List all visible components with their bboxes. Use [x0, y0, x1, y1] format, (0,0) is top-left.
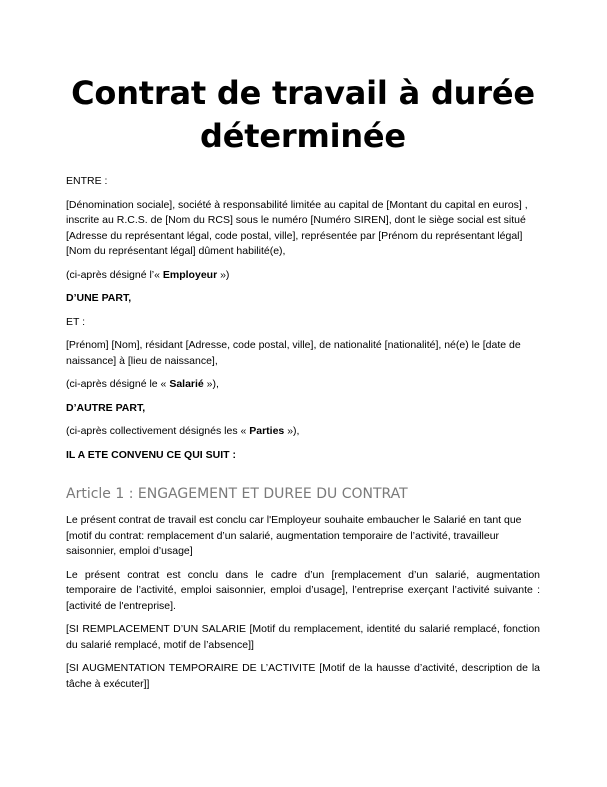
article-1-paragraph: [SI AUGMENTATION TEMPORAIRE DE L’ACTIVITE [Motif de la hausse d’activité, description de la tâche à exécuter]] [66, 662, 540, 690]
parties-term: Parties [249, 425, 285, 437]
employer-term: Employeur [162, 268, 218, 281]
entre-label: ENTRE : [66, 175, 108, 187]
employer-designation [66, 268, 540, 284]
employee-description: [Prénom] [Nom], résidant [Adresse, code postal, ville], de nationalité [nationalité], né(e) le [date de naissance] à [lieu de naissance], [66, 339, 521, 367]
employee-term: Salarié [169, 378, 204, 390]
employee-designation-prefix: (ci-après désigné le « [66, 378, 170, 390]
parties-designation-suffix: »), [284, 425, 300, 437]
article-1-paragraph: [SI REMPLACEMENT D’UN SALARIE [Motif du remplacement, identité du salarié remplacé, fonction du salarié remplacé, motif de l’absence]] [66, 623, 540, 651]
article-1-paragraph: Le présent contrat est conclu dans le cadre d’un [remplacement d’un salarié, augmentation temporaire de l’activité, emploi saisonnier, emploi d’usage], l’entreprise exerçant l’activité suivante : [activité de l'entreprise]. [66, 568, 540, 612]
employer-description: [Dénomination sociale], société à responsabilité limitée au capital de [Montant du capital en euros] , inscrite au R.C.S. de [Nom du RCS] sous le numéro [Numéro SIREN], dont le siège social est situé [Adresse du représentant légal, code postal, ville], représentée par [Prénom du représentant légal] [Nom du représentant légal] dûment habilité(e), [66, 198, 528, 257]
employer-designation-prefix: (ci-après désigné l’« [66, 268, 163, 281]
document-page [66, 72, 540, 700]
et-label: ET : [66, 315, 86, 328]
article-1-paragraph: Le présent contrat de travail est conclu car l'Employeur souhaite embaucher le Salarié en tant que [motif du contrat: remplacement d’un salarié, augmentation temporaire de l’activité, travailleur saisonnier, emploi d’usage] [66, 514, 522, 557]
employer-designation-suffix: ») [217, 268, 230, 281]
parties-designation-prefix: (ci-après collectivement désignés les « [66, 425, 250, 437]
article-1-heading: Article 1 : ENGAGEMENT ET DUREE DU CONTRAT [66, 486, 408, 502]
employee-designation-suffix: »), [203, 378, 219, 390]
document-title: Contrat de travail à durée déterminée [71, 74, 535, 155]
convenu-label: IL A ETE CONVENU CE QUI SUIT : [66, 448, 236, 461]
parties-designation [66, 424, 540, 440]
dune-part-label: D’UNE PART, [66, 292, 132, 304]
employee-designation [66, 377, 540, 393]
dautre-part-label: D’AUTRE PART, [66, 401, 146, 414]
